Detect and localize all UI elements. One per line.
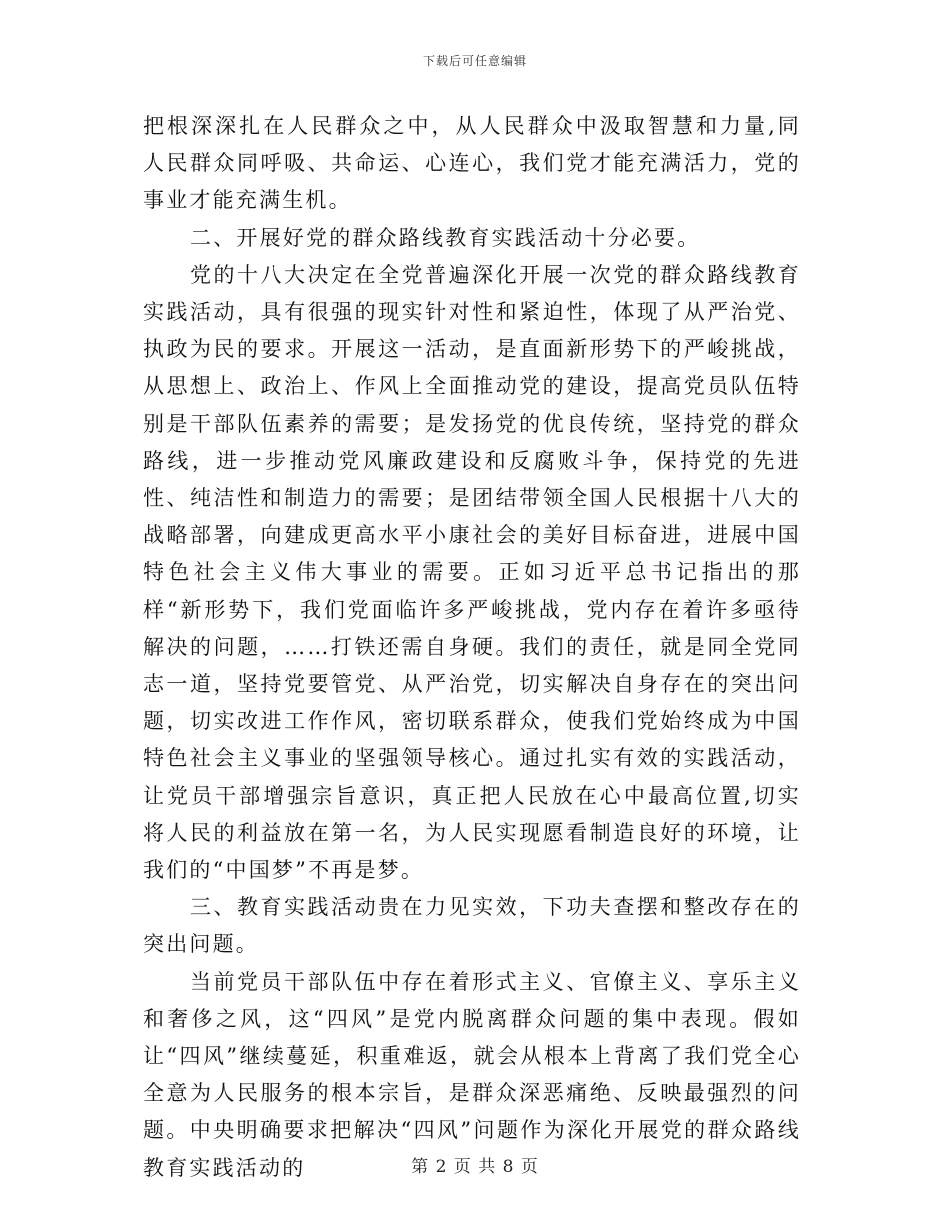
page-header-note: 下载后可任意编辑 (422, 54, 527, 68)
page-number: 第 2 页 共 8 页 (411, 1157, 539, 1177)
section-heading-2: 二、开展好党的群众路线教育实践活动十分必要。 (190, 225, 701, 250)
body-paragraph: 把根深深扎在人民群众之中，从人民群众中汲取智慧和力量,同人民群众同呼吸、共命运、心连心，我们党才能充满活力，党的事业才能充满生机。 (143, 114, 801, 213)
body-paragraph: 党的十八大决定在全党普遍深化开展一次党的群众路线教育实践活动，具有很强的现实针对性和紧迫性，体现了从严治党、执政为民的要求。开展这一活动，是直面新形势下的严峻挑战，从思想上、政治上、作风上全面推动党的建设，提高党员队伍特别是干部队伍素养的需要；是发扬党的优良传统，坚持党的群众路线，进一步推动党风廉政建设和反腐败斗争，保持党的先进性、纯洁性和制造力的需要；是团结带领全国人民根据十八大的战略部署，向建成更高水平小康社会的美好目标奋进，进展中国特色社会主义伟大事业的需要。正如习近平总书记指出的那样“新形势下，我们党面临许多严峻挑战，党内存在着许多亟待解决的问题，……打铁还需自身硬。我们的责任，就是同全党同志一道，坚持党要管党、从严治党，切实解决自身存在的突出问题，切实改进工作作风，密切联系群众，使我们党始终成为中国特色社会主义事业的坚强领导核心。通过扎实有效的实践活动，让党员干部增强宗旨意识，真正把人民放在心中最高位置,切实将人民的利益放在第一名，为人民实现愿看制造良好的环境，让我们的“中国梦”不再是梦。 (143, 262, 801, 883)
document-body (143, 108, 801, 1187)
body-paragraph: 当前党员干部队伍中存在着形式主义、官僚主义、享乐主义和奢侈之风，这“四风”是党内脱离群众问题的集中表现。假如让“四风”继续蔓延，积重难返，就会从根本上背离了我们党全心全意为人民服务的根本宗旨，是群众深恶痛绝、反映最强烈的问题。中央明确要求把解决“四风”问题作为深化开展党的群众路线教育实践活动的 (143, 969, 801, 1180)
section-heading-3: 三、教育实践活动贵在力见实效，下功夫查摆和整改存在的突出问题。 (143, 895, 801, 957)
